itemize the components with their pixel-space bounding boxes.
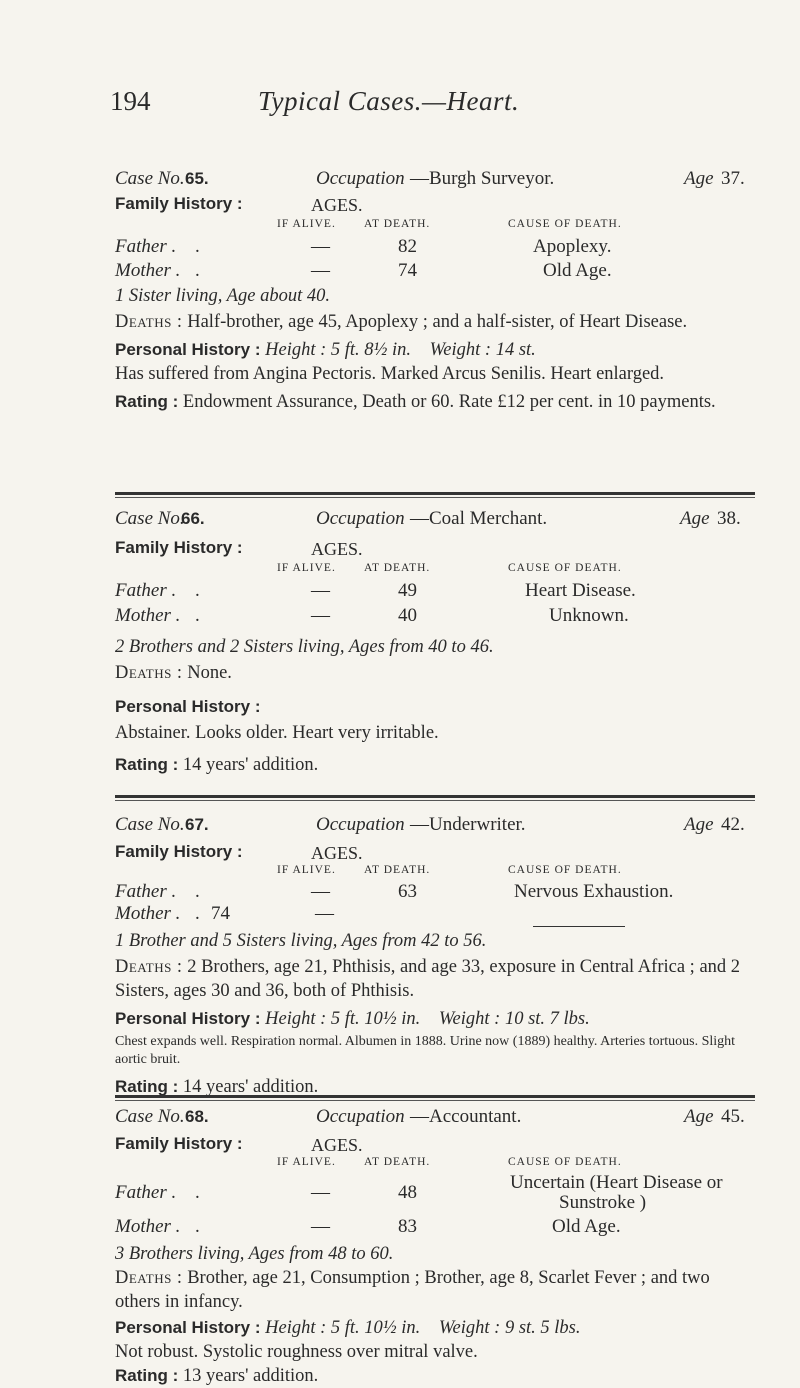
case-67 [115,814,755,1099]
at-death-heading: AT DEATH. [364,1156,431,1168]
case-65 [115,168,755,414]
at-death-heading: AT DEATH. [364,218,431,230]
deaths-text: Half-brother, age 45, Apoplexy ; and a half-sister, of Heart Disease. [187,312,688,332]
father-death-age: 63 [398,881,417,902]
occupation-value: —Coal Merchant. [410,508,548,529]
siblings: 2 Brothers and 2 Sisters living, Ages from 40 to 46. [115,637,494,657]
dot: . [195,881,200,902]
personal-history-label: Personal History : [115,340,261,359]
mother-alive: — [311,260,330,281]
dot: . [195,903,200,924]
dot: . [195,605,200,626]
personal-history-label: Personal History : [115,1009,261,1028]
deaths-label: Deaths : [115,1268,183,1288]
ages-heading: AGES. [311,195,363,215]
mother-label: Mother . [115,260,181,281]
weight-label: Weight : [438,1318,501,1338]
dot: . [195,236,200,257]
at-death-heading: AT DEATH. [364,562,431,574]
dot: . [195,1182,200,1203]
personal-history-label: Personal History : [115,697,261,716]
case-number: 67. [185,815,209,834]
occupation-label: Occupation [316,168,405,189]
father-label: Father . [115,580,177,601]
family-history-label: Family History : [115,1134,243,1153]
rating [115,390,755,414]
rating-text: 13 years' addition. [182,1366,319,1386]
ages-heading: AGES. [311,539,363,559]
running-head [110,86,750,126]
mother-death-age: 40 [398,605,417,626]
height-value: 5 ft. 10½ in. [330,1009,421,1029]
if-alive-heading: IF ALIVE. [277,218,336,230]
father-cause: Nervous Exhaustion. [514,881,674,902]
at-death-heading: AT DEATH. [364,864,431,876]
divider [115,795,755,798]
cause-heading: CAUSE OF DEATH. [508,218,622,230]
dot: . [195,580,200,601]
age-value: 45. [721,1106,745,1127]
rating-text: 14 years' addition. [182,1077,319,1097]
dot: . [195,1216,200,1237]
occupation-value: —Underwriter. [410,814,526,835]
age-value: 37. [721,168,745,189]
weight-value: 14 st. [495,340,536,360]
divider [115,1095,755,1098]
deaths-paragraph [115,1266,755,1314]
running-title: Typical Cases.—Heart. [258,86,520,116]
mother-label: Mother . [115,605,181,626]
height-label: Height : [265,1009,327,1029]
weight-value: 10 st. 7 lbs. [504,1009,590,1029]
father-death-age: 48 [398,1182,417,1203]
cause-heading: CAUSE OF DEATH. [508,1156,622,1168]
case-66 [115,508,755,777]
age-label: Age [684,168,714,189]
occupation-label: Occupation [316,508,405,529]
deaths-label: Deaths : [115,663,183,683]
father-death-age: 49 [398,580,417,601]
mother-cause: Unknown. [549,605,629,626]
case-label: Case No. [115,1106,185,1127]
mother-alive: 74 [211,903,230,924]
father-cause-line1: Uncertain (Heart Disease or [510,1172,723,1193]
mother-alive: — [311,1216,330,1237]
page-number: 194 [110,86,151,116]
father-death-age: 82 [398,236,417,257]
rating-label: Rating : [115,392,179,411]
rating-label: Rating : [115,1077,179,1096]
age-value: 38. [717,508,741,529]
father-label: Father . [115,1182,177,1203]
family-history-label: Family History : [115,538,243,557]
if-alive-heading: IF ALIVE. [277,562,336,574]
case-number: 66. [181,509,205,528]
case-label: Case No. [115,508,185,529]
if-alive-heading: IF ALIVE. [277,1156,336,1168]
mother-death-age: 74 [398,260,417,281]
personal-text: Abstainer. Looks older. Heart very irritable. [115,723,439,743]
mother-cause-blank [533,915,625,937]
father-cause-line2: Sunstroke ) [559,1192,647,1213]
siblings: 1 Brother and 5 Sisters living, Ages from 42 to 56. [115,931,487,951]
deaths-paragraph [115,661,755,695]
mother-cause: Old Age. [552,1216,621,1237]
personal-history-label: Personal History : [115,1318,261,1337]
rating [115,753,755,777]
father-alive: — [311,580,330,601]
case-label: Case No. [115,814,185,835]
rating-label: Rating : [115,1366,179,1385]
case-number: 65. [185,169,209,188]
deaths-paragraph [115,310,755,334]
rating-label: Rating : [115,755,179,774]
occupation-label: Occupation [316,1106,405,1127]
ages-heading: AGES. [311,1135,363,1155]
personal-history [115,338,755,386]
case-68 [115,1106,755,1388]
age-label: Age [684,814,714,835]
personal-text: Not robust. Systolic roughness over mitral valve. [115,1342,478,1362]
mother-label: Mother . [115,903,181,924]
deaths-paragraph [115,955,755,1003]
case-number: 68. [185,1107,209,1126]
rating-text: 14 years' addition. [182,755,319,775]
if-alive-heading: IF ALIVE. [277,864,336,876]
occupation-value: —Accountant. [410,1106,522,1127]
father-cause: Heart Disease. [525,580,636,601]
personal-history [115,1316,755,1364]
deaths-label: Deaths : [115,957,183,977]
rating-text: Endowment Assurance, Death or 60. Rate £12 per cent. in 10 payments. [182,392,716,412]
father-alive: — [311,1182,330,1203]
personal-text: Chest expands well. Respiration normal. Albumen in 1888. Urine now (1889) healthy. Arteries tortuous. Slight aortic bruit. [115,1034,736,1067]
personal-text: Has suffered from Angina Pectoris. Marked Arcus Senilis. Heart enlarged. [115,364,665,384]
cause-heading: CAUSE OF DEATH. [508,864,622,876]
personal-history [115,695,755,719]
rating [115,1364,755,1388]
age-label: Age [684,1106,714,1127]
father-alive: — [311,236,330,257]
family-history-label: Family History : [115,842,243,861]
deaths-text: None. [187,663,232,683]
cause-heading: CAUSE OF DEATH. [508,562,622,574]
case-label: Case No. [115,168,185,189]
divider [115,492,755,495]
weight-value: 9 st. 5 lbs. [504,1318,581,1338]
ages-heading: AGES. [311,843,363,863]
mother-death-age: 83 [398,1216,417,1237]
deaths-label: Deaths : [115,312,183,332]
occupation-value: —Burgh Surveyor. [410,168,555,189]
mother-death-age: — [315,903,334,924]
mother-alive: — [311,605,330,626]
siblings: 1 Sister living, Age about 40. [115,286,330,306]
father-label: Father . [115,236,177,257]
deaths-text: 2 Brothers, age 21, Phthisis, and age 33, exposure in Central Africa ; and 2 Sisters, ages 30 and 36, both of Phthisis. [115,957,741,1001]
height-label: Height : [265,1318,327,1338]
age-label: Age [680,508,710,529]
dot: . [195,260,200,281]
height-value: 5 ft. 8½ in. [330,340,412,360]
height-label: Height : [265,340,327,360]
father-label: Father . [115,881,177,902]
personal-history [115,1007,755,1031]
height-value: 5 ft. 10½ in. [330,1318,421,1338]
weight-label: Weight : [438,1009,501,1029]
father-alive: — [311,881,330,902]
age-value: 42. [721,814,745,835]
deaths-text: Brother, age 21, Consumption ; Brother, age 8, Scarlet Fever ; and two others in infancy. [115,1268,710,1312]
father-cause: Apoplexy. [533,236,612,257]
mother-label: Mother . [115,1216,181,1237]
occupation-label: Occupation [316,814,405,835]
siblings: 3 Brothers living, Ages from 48 to 60. [115,1244,394,1264]
weight-label: Weight : [429,340,492,360]
family-history-label: Family History : [115,194,243,213]
mother-cause: Old Age. [543,260,612,281]
